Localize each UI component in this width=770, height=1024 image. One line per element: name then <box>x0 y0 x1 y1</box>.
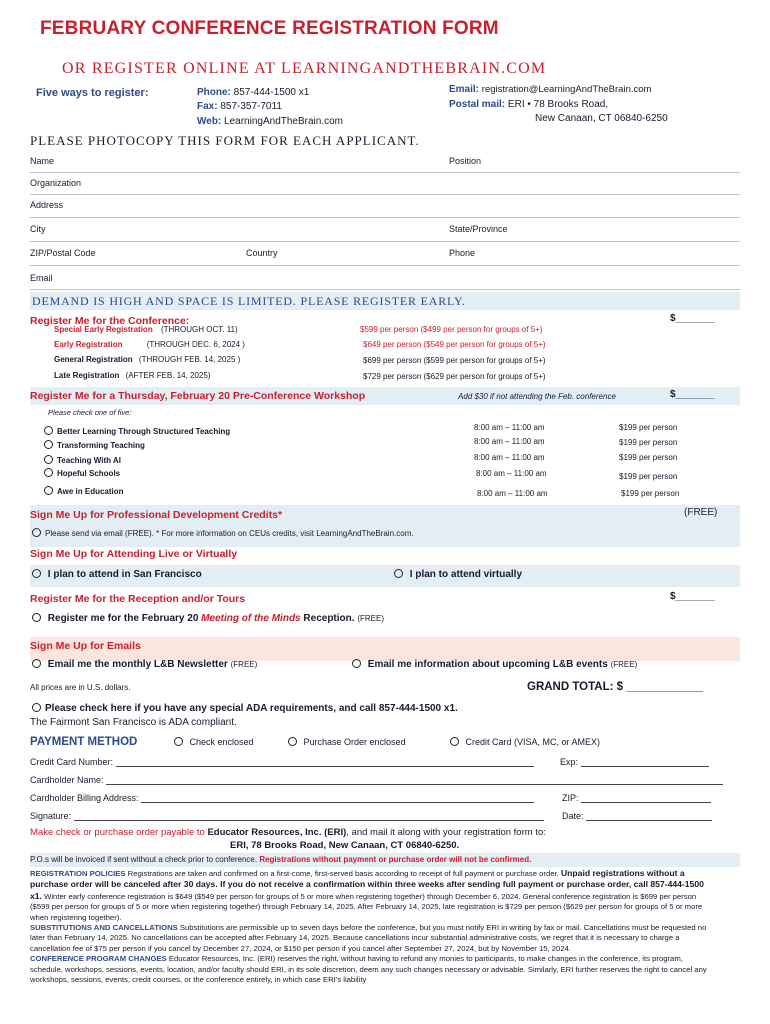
ada-note: The Fairmont San Francisco is ADA compliant. <box>30 717 237 728</box>
card-option[interactable]: Credit Card (VISA, MC, or AMEX) <box>450 737 600 747</box>
radio-icon[interactable] <box>394 569 403 578</box>
postal-info: Postal mail: ERI • 78 Brooks Road, <box>449 99 609 110</box>
radio-icon[interactable] <box>32 613 41 622</box>
workshop-time: 8:00 am – 11:00 am <box>476 469 547 478</box>
divider <box>30 172 740 173</box>
billing-zip-field[interactable]: ZIP: <box>562 792 711 803</box>
payable-line1: Make check or purchase order payable to Educator Resources, Inc. (ERI), and mail it along with your registration form to: <box>30 827 546 838</box>
conference-price: $649 per person ($549 per person for groups of 5+) <box>363 340 546 349</box>
zip-field[interactable]: ZIP/Postal Code <box>30 248 96 258</box>
phone-field[interactable]: Phone <box>449 248 476 258</box>
workshop-amount[interactable]: $_______ <box>670 389 715 400</box>
position-field[interactable]: Position <box>449 156 482 166</box>
workshop-note: Add $30 if not attending the Feb. conference <box>458 392 616 401</box>
radio-icon[interactable] <box>44 455 53 464</box>
attend-virtual-option[interactable]: I plan to attend virtually <box>394 569 522 580</box>
date-field[interactable]: Date: <box>562 810 712 821</box>
conference-heading: Register Me for the Conference: <box>30 315 190 327</box>
conference-row[interactable]: Early Registration (THROUGH DEC. 6, 2024 ) <box>54 340 245 349</box>
payable-line2: ERI, 78 Brooks Road, New Canaan, CT 06840-6250. <box>230 840 460 851</box>
policies-text: REGISTRATION POLICIES Registrations are taken and confirmed on a first-come, first-served basis according to receipt of full payment or purchase order. Unpaid registrations without a purchase order will be canceled after 30 days. If you do not receive a confirmation within three weeks after sending full payment or purchase order, call 857-444-1500 x1. Winter early conference registration is $649 ($549 per person for groups of 5 or more when registering together) through December 6, 2024. General conference registration is $699 per person ($599 per person for groups of 5 or more when registering together) through February 14, 2025. After February 14, 2025, late registration is $729 per person ($629 per person for groups of 5 or more when registering together). SUBSTITUTIONS AND CANCELLATIONS Substitutions are permissible up to seven days before the conference, but you must notify ERI in writing by fax or mail. Cancellations must be requested no later than February 14, 2025. No cancellations can be accepted after February 14, 2025. Because cancellations incur substantial administrative costs, we regret that it is necessary to charge a cancellation fee of $75 per person if you cancel by December 27, 2024, or $150 per person if you cancel after September 27, 2024, but by November 15, 2024. CONFERENCE PROGRAM CHANGES Educator Resources, Inc. (ERI) reserves the right, without having to refund any monies to participants, to make changes in the conference, its program, schedule, workshops, sessions, events, location, and/or faculty should ERI, in its sole discretion, deem any such changes necessary or advisable. Similarly, ERI further reserves the right to cancel any workshops, sessions, events, credit courses, or the conference entirely, in which case ERI's liability <box>30 868 707 985</box>
radio-icon[interactable] <box>32 659 41 668</box>
conference-row[interactable]: Late Registration (AFTER FEB. 14, 2025) <box>54 371 211 380</box>
card-number-field[interactable]: Credit Card Number: <box>30 756 534 767</box>
workshop-time: 8:00 am – 11:00 am <box>474 453 545 462</box>
credits-heading: Sign Me Up for Professional Development Credits* <box>30 509 283 521</box>
payment-heading: PAYMENT METHOD <box>30 736 138 748</box>
postal-line2: New Canaan, CT 06840-6250 <box>535 113 668 124</box>
divider <box>30 194 740 195</box>
photocopy-note: PLEASE PHOTOCOPY THIS FORM FOR EACH APPLICANT. <box>30 133 420 148</box>
radio-icon[interactable] <box>44 426 53 435</box>
credits-free: (FREE) <box>684 507 718 518</box>
state-field[interactable]: State/Province <box>449 224 508 234</box>
radio-icon[interactable] <box>32 703 41 712</box>
organization-field[interactable]: Organization <box>30 178 82 188</box>
radio-icon[interactable] <box>174 737 183 746</box>
check-option[interactable]: Check enclosed <box>174 737 254 747</box>
emails-heading: Sign Me Up for Emails <box>30 640 141 652</box>
workshop-price: $199 per person <box>619 453 678 462</box>
conference-row[interactable]: General Registration (THROUGH FEB. 14, 2025 ) <box>54 355 241 364</box>
divider <box>30 217 740 218</box>
country-field[interactable]: Country <box>246 248 278 258</box>
exp-field[interactable]: Exp: <box>560 756 709 767</box>
demand-notice: DEMAND IS HIGH AND SPACE IS LIMITED. PLEASE REGISTER EARLY. <box>32 294 466 308</box>
radio-icon[interactable] <box>44 486 53 495</box>
attend-sf-option[interactable]: I plan to attend in San Francisco <box>32 569 202 580</box>
workshop-time: 8:00 am – 11:00 am <box>477 489 548 498</box>
events-email-option[interactable]: Email me information about upcoming L&B events (FREE) <box>352 659 637 670</box>
address-field[interactable]: Address <box>30 200 64 210</box>
radio-icon[interactable] <box>352 659 361 668</box>
cardholder-field[interactable]: Cardholder Name: <box>30 774 723 785</box>
divider <box>30 265 740 266</box>
phone-info: Phone: 857-444-1500 x1 <box>197 87 310 98</box>
conference-price: $599 per person ($499 per person for groups of 5+) <box>360 325 543 334</box>
workshop-option[interactable]: Better Learning Through Structured Teaching <box>44 426 230 436</box>
workshop-time: 8:00 am – 11:00 am <box>474 423 545 432</box>
workshop-option[interactable]: Hopeful Schools <box>44 468 120 478</box>
web-info: Web: LearningAndTheBrain.com <box>197 116 344 127</box>
workshop-option[interactable]: Awe in Education <box>44 486 124 496</box>
attending-heading: Sign Me Up for Attending Live or Virtually <box>30 548 238 560</box>
divider <box>30 241 740 242</box>
radio-icon[interactable] <box>32 569 41 578</box>
radio-icon[interactable] <box>450 737 459 746</box>
workshop-price: $199 per person <box>621 489 680 498</box>
city-field[interactable]: City <box>30 224 46 234</box>
workshop-option[interactable]: Teaching With AI <box>44 455 121 465</box>
fax-info: Fax: 857-357-7011 <box>197 101 282 112</box>
workshop-price: $199 per person <box>619 438 678 447</box>
signature-field[interactable]: Signature: <box>30 810 544 821</box>
conference-price: $729 per person ($629 per person for groups of 5+) <box>363 372 546 381</box>
newsletter-option[interactable]: Email me the monthly L&B Newsletter (FREE) <box>32 659 257 670</box>
online-subtitle: OR REGISTER ONLINE AT LEARNINGANDTHEBRAIN.COM <box>62 60 547 77</box>
email-info: Email: registration@LearningAndTheBrain.com <box>449 84 652 95</box>
prices-note: All prices are in U.S. dollars. <box>30 683 131 692</box>
po-option[interactable]: Purchase Order enclosed <box>288 737 406 747</box>
workshop-price: $199 per person <box>619 472 678 481</box>
check-one-note: Please check one of five: <box>48 408 132 417</box>
workshop-heading: Register Me for a Thursday, February 20 Pre-Conference Workshop <box>30 390 366 402</box>
reception-amount[interactable]: $_______ <box>670 591 715 602</box>
workshop-option[interactable]: Transforming Teaching <box>44 440 145 450</box>
conference-price: $699 per person ($599 per person for groups of 5+) <box>363 356 546 365</box>
conference-row[interactable]: Special Early Registration (THROUGH OCT. 11) <box>54 325 238 334</box>
reception-option[interactable]: Register me for the February 20 Meeting of the Minds Reception. (FREE) <box>32 613 384 624</box>
radio-icon[interactable] <box>44 468 53 477</box>
radio-icon[interactable] <box>288 737 297 746</box>
email-field[interactable]: Email <box>30 273 53 283</box>
grand-total[interactable]: GRAND TOTAL: $ ____________ <box>527 681 703 693</box>
name-field[interactable]: Name <box>30 156 55 166</box>
conference-amount[interactable]: $_______ <box>670 313 715 324</box>
ways-label: Five ways to register: <box>36 87 149 99</box>
credits-option[interactable]: Please send via email (FREE). * For more information on CEUs credits, visit LearningAndTheBrain.com. <box>32 528 414 538</box>
radio-icon[interactable] <box>32 528 41 537</box>
workshop-price: $199 per person <box>619 423 678 432</box>
form-title: FEBRUARY CONFERENCE REGISTRATION FORM <box>40 18 499 39</box>
po-note-line: P.O.s will be invoiced if sent without a check prior to conference. Registrations without payment or purchase order will not be confirmed. <box>30 855 532 864</box>
billing-field[interactable]: Cardholder Billing Address: <box>30 792 534 803</box>
workshop-time: 8:00 am – 11:00 am <box>474 437 545 446</box>
radio-icon[interactable] <box>44 440 53 449</box>
ada-option[interactable]: Please check here if you have any special ADA requirements, and call 857-444-1500 x1. <box>32 703 458 714</box>
reception-heading: Register Me for the Reception and/or Tours <box>30 593 246 605</box>
divider <box>30 289 740 290</box>
